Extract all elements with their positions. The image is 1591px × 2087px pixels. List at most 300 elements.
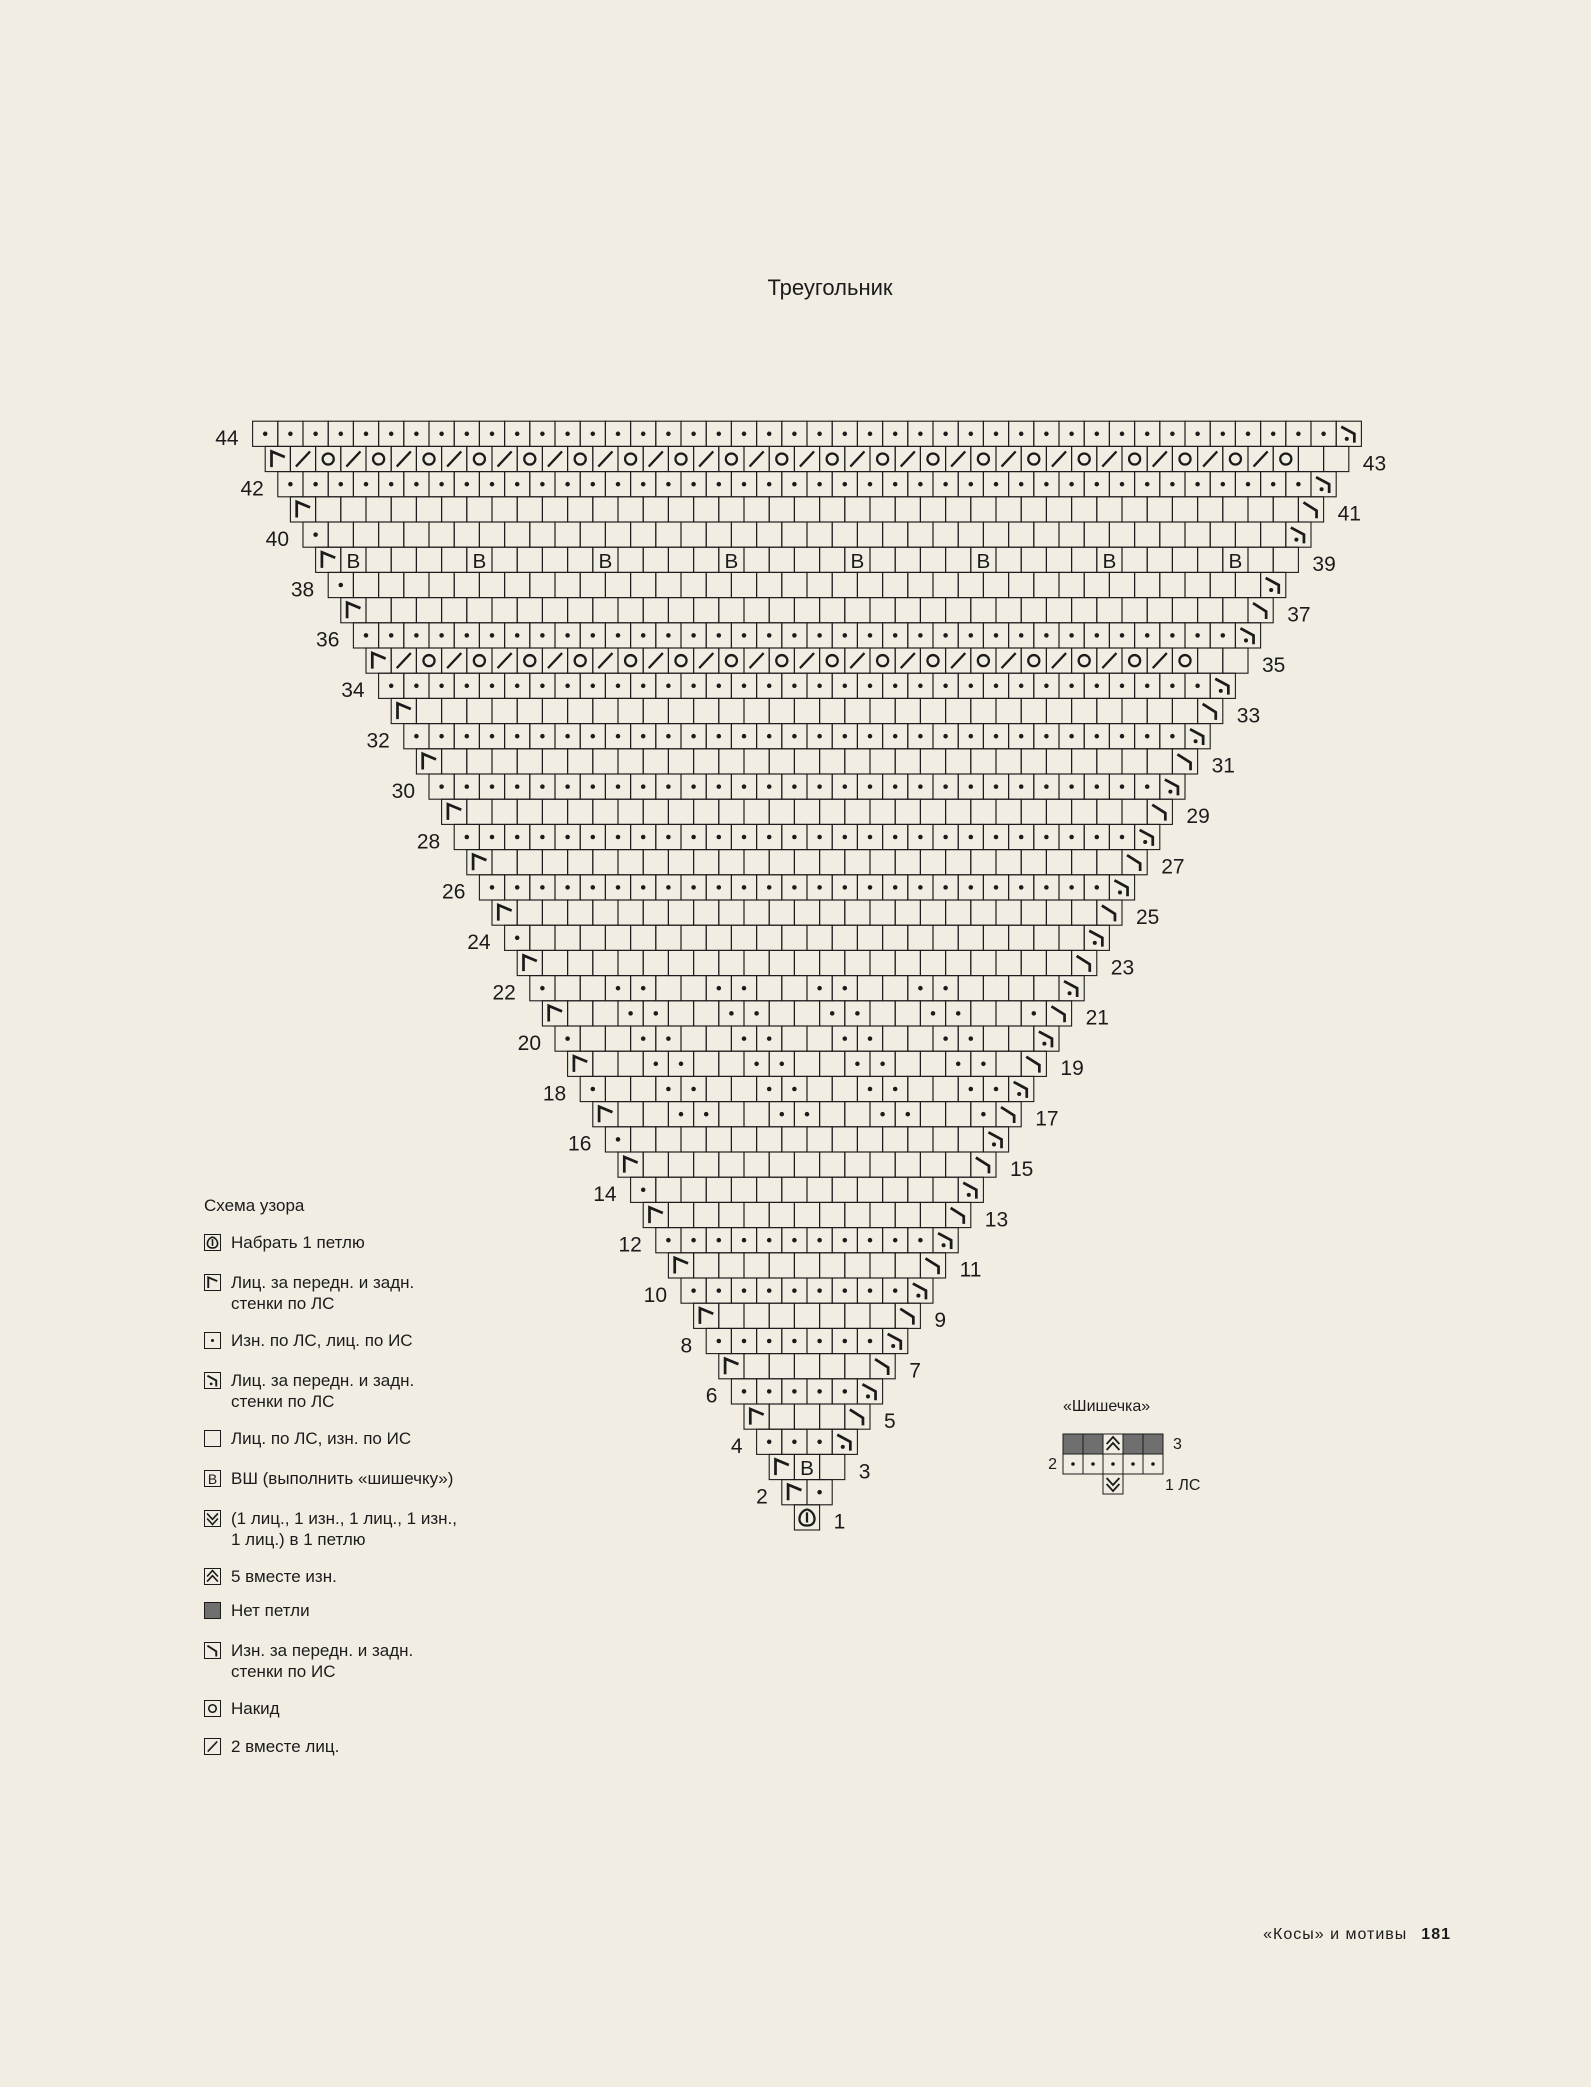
chart-cell <box>517 749 542 774</box>
row-number: 40 <box>265 527 289 551</box>
chart-cell <box>908 1076 933 1101</box>
chart-cell <box>731 824 756 849</box>
chart-cell <box>832 1127 857 1152</box>
chart-row <box>643 1202 971 1227</box>
chart-cell <box>618 648 643 673</box>
chart-cell <box>832 1379 857 1404</box>
chart-cell <box>1059 472 1084 497</box>
legend-item-text: Нет петли <box>231 1601 310 1620</box>
chart-cell <box>769 900 794 925</box>
chart-cell <box>958 1076 983 1101</box>
chart-cell <box>807 1177 832 1202</box>
chart-cell <box>983 1127 1008 1152</box>
chart-cell <box>1261 421 1286 446</box>
chart-cell <box>1009 572 1034 597</box>
chart-cell <box>1059 623 1084 648</box>
chart-cell <box>731 623 756 648</box>
chart-cell <box>656 925 681 950</box>
chart-cell <box>971 598 996 623</box>
chart-cell <box>568 749 593 774</box>
chart-cell <box>706 1278 731 1303</box>
chart-cell <box>794 749 819 774</box>
chart-cell <box>492 497 517 522</box>
chart-cell <box>1021 799 1046 824</box>
chart-cell <box>920 1152 945 1177</box>
chart-cell <box>731 774 756 799</box>
chart-cell <box>1072 547 1097 572</box>
chart-cell <box>1185 673 1210 698</box>
bobble-cell <box>1103 1434 1123 1454</box>
chart-cell <box>416 648 441 673</box>
chart-cell <box>731 1026 756 1051</box>
chart-cell <box>820 1102 845 1127</box>
chart-cell <box>1084 925 1109 950</box>
chart-cell <box>782 572 807 597</box>
chart-cell <box>1009 673 1034 698</box>
chart-cell <box>631 724 656 749</box>
chart-cell <box>845 900 870 925</box>
svg-text:B: B <box>472 549 487 573</box>
chart-cell <box>946 749 971 774</box>
chart-cell <box>769 446 794 471</box>
chart-cell <box>1097 900 1122 925</box>
chart-cell <box>1021 598 1046 623</box>
chart-cell <box>933 976 958 1001</box>
chart-cell <box>757 472 782 497</box>
legend-item-text: Лиц. за передн. и задн. стенки по ЛС <box>231 1371 415 1411</box>
chart-cell <box>681 1177 706 1202</box>
chart-cell <box>706 1076 731 1101</box>
chart-cell <box>681 774 706 799</box>
legend-item-text: 5 вместе изн. <box>231 1567 337 1586</box>
chart-cell <box>946 497 971 522</box>
chart-cell <box>1059 824 1084 849</box>
chart-cell <box>971 446 996 471</box>
chart-cell <box>958 421 983 446</box>
chart-cell <box>832 774 857 799</box>
chart-cell <box>1185 623 1210 648</box>
chart-cell <box>769 1354 794 1379</box>
row-number: 32 <box>366 729 390 753</box>
chart-cell <box>983 774 1008 799</box>
chart-cell <box>618 900 643 925</box>
chart-cell <box>605 925 630 950</box>
chart-cell <box>908 673 933 698</box>
chart-cell <box>933 1177 958 1202</box>
chart-cell <box>568 1051 593 1076</box>
row-number: 12 <box>618 1233 642 1257</box>
chart-cell <box>883 623 908 648</box>
chart-cell <box>618 1001 643 1026</box>
chart-cell <box>807 1328 832 1353</box>
chart-cell <box>845 799 870 824</box>
chart-cell <box>555 673 580 698</box>
chart-cell <box>731 1278 756 1303</box>
chart-cell <box>278 472 303 497</box>
chart-cell <box>895 749 920 774</box>
chart-cell <box>794 799 819 824</box>
chart-cell <box>857 623 882 648</box>
chart-cell <box>883 925 908 950</box>
chart-cell <box>605 522 630 547</box>
page-footer <box>1263 1926 1451 1944</box>
chart-cell <box>832 925 857 950</box>
chart-cell <box>983 824 1008 849</box>
chart-cell <box>1273 547 1298 572</box>
chart-cell <box>542 547 567 572</box>
chart-cell <box>1235 472 1260 497</box>
chart-cell <box>467 799 492 824</box>
chart-cell <box>643 648 668 673</box>
chart-cell <box>1185 572 1210 597</box>
chart-cell <box>719 1202 744 1227</box>
chart-cell <box>505 774 530 799</box>
chart-cell <box>643 850 668 875</box>
chart-cell <box>1122 749 1147 774</box>
chart-row <box>454 824 1160 849</box>
chart-cell <box>920 446 945 471</box>
chart-cell <box>429 673 454 698</box>
knit-icon <box>204 1430 221 1447</box>
svg-text:B: B <box>724 549 739 573</box>
chart-cell <box>605 1127 630 1152</box>
chart-cell <box>731 1328 756 1353</box>
row-number: 21 <box>1085 1006 1109 1030</box>
chart-cell <box>731 572 756 597</box>
chart-cell <box>568 598 593 623</box>
chart-cell <box>958 875 983 900</box>
chart-cell <box>605 774 630 799</box>
chart-row <box>353 623 1260 648</box>
chart-cell <box>656 724 681 749</box>
chart-cell <box>769 1253 794 1278</box>
chart-cell <box>1072 900 1097 925</box>
chart-cell <box>1009 1076 1034 1101</box>
chart-cell <box>1046 547 1071 572</box>
chart-cell <box>1172 497 1197 522</box>
chart-cell <box>731 1076 756 1101</box>
chart-cell <box>1109 572 1134 597</box>
chart-cell <box>316 497 341 522</box>
chart-cell <box>1046 598 1071 623</box>
chart-cell <box>593 1001 618 1026</box>
chart-cell <box>920 850 945 875</box>
chart-cell <box>429 522 454 547</box>
chart-cell <box>1009 875 1034 900</box>
chart-cell <box>542 850 567 875</box>
chart-cell <box>568 698 593 723</box>
chart-cell <box>870 648 895 673</box>
chart-cell <box>757 875 782 900</box>
chart-cell <box>1172 547 1197 572</box>
chart-cell <box>1009 774 1034 799</box>
chart-cell <box>971 1051 996 1076</box>
chart-cell <box>845 1102 870 1127</box>
chart-cell <box>820 950 845 975</box>
chart-cell <box>920 1202 945 1227</box>
row-number: 38 <box>290 578 315 602</box>
chart-cell <box>769 1051 794 1076</box>
chart-cell <box>870 1102 895 1127</box>
chart-cell <box>883 1026 908 1051</box>
chart-cell <box>832 472 857 497</box>
chart-cell <box>1122 497 1147 522</box>
chart-cell <box>1223 446 1248 471</box>
chart-cell <box>1172 598 1197 623</box>
chart-cell <box>857 976 882 1001</box>
chart-cell <box>517 648 542 673</box>
chart-cell <box>1084 572 1109 597</box>
chart-cell <box>857 1228 882 1253</box>
chart-row <box>605 1127 1008 1152</box>
chart-cell <box>757 774 782 799</box>
chart-cell <box>706 522 731 547</box>
no-stitch-icon <box>204 1602 221 1619</box>
chart-cell <box>807 925 832 950</box>
chart-cell <box>782 1076 807 1101</box>
chart-cell <box>719 698 744 723</box>
chart-cell <box>618 547 643 572</box>
chart-cell <box>618 1102 643 1127</box>
chart-cell <box>820 1354 845 1379</box>
chart-cell <box>757 1228 782 1253</box>
chart-cell <box>618 749 643 774</box>
chart-cell <box>1147 497 1172 522</box>
row-number: 3 <box>858 1460 871 1484</box>
chart-cell <box>1097 497 1122 522</box>
chart-cell <box>794 497 819 522</box>
chart-cell <box>1147 446 1172 471</box>
chart-cell <box>857 1328 882 1353</box>
chart-cell <box>1198 446 1223 471</box>
chart-cell <box>1122 547 1147 572</box>
chart-title: Треугольник <box>767 275 893 300</box>
chart-cell <box>631 522 656 547</box>
chart-cell <box>895 900 920 925</box>
chart-cell <box>316 446 341 471</box>
chart-cell <box>958 472 983 497</box>
chart-cell <box>631 472 656 497</box>
chart-cell <box>643 749 668 774</box>
chart-cell <box>379 623 404 648</box>
chart-cell <box>719 497 744 522</box>
chart-cell <box>605 623 630 648</box>
chart-cell <box>505 925 530 950</box>
chart-cell <box>946 850 971 875</box>
chart-cell <box>290 446 315 471</box>
chart-cell <box>568 1001 593 1026</box>
chart-cell <box>1135 774 1160 799</box>
chart-cell <box>542 900 567 925</box>
chart-cell <box>794 1152 819 1177</box>
chart-cell <box>366 497 391 522</box>
chart-cell <box>744 1202 769 1227</box>
chart-cell <box>1046 1001 1071 1026</box>
chart-cell <box>820 446 845 471</box>
chart-cell <box>782 1328 807 1353</box>
chart-cell <box>668 698 693 723</box>
chart-row <box>706 1328 908 1353</box>
chart-cell <box>958 623 983 648</box>
row-number: 27 <box>1161 855 1185 879</box>
chart-row <box>467 850 1147 875</box>
chart-cell <box>1248 446 1273 471</box>
bobble-row-label: 3 <box>1173 1436 1182 1453</box>
chart-cell <box>895 446 920 471</box>
chart-cell <box>681 1228 706 1253</box>
chart-cell <box>656 976 681 1001</box>
legend-item-text: Изн. за передн. и задн. стенки по ИС <box>231 1641 414 1681</box>
chart-cell <box>643 1001 668 1026</box>
chart-cell <box>492 749 517 774</box>
chart-cell <box>404 572 429 597</box>
chart-cell <box>253 421 278 446</box>
chart-cell <box>668 446 693 471</box>
chart-row <box>303 522 1311 547</box>
chart-cell <box>845 749 870 774</box>
chart-cell <box>782 1278 807 1303</box>
chart-cell <box>542 799 567 824</box>
chart-cell <box>920 1102 945 1127</box>
chart-cell <box>593 900 618 925</box>
chart-cell <box>631 1076 656 1101</box>
chart-cell <box>505 472 530 497</box>
chart-cell <box>1235 421 1260 446</box>
chart-cell <box>379 572 404 597</box>
chart-cell <box>933 472 958 497</box>
chart-cell <box>517 598 542 623</box>
chart-cell <box>958 724 983 749</box>
chart-cell <box>794 1102 819 1127</box>
chart-cell <box>1172 446 1197 471</box>
chart-cell <box>870 1354 895 1379</box>
chart-cell <box>794 1404 819 1429</box>
chart-cell <box>555 774 580 799</box>
chart-cell <box>1210 623 1235 648</box>
chart-cell <box>769 1202 794 1227</box>
bobble-row-label: 2 <box>1048 1456 1057 1473</box>
row-number: 33 <box>1236 704 1261 728</box>
chart-cell <box>1034 623 1059 648</box>
bobble-cell <box>1063 1434 1083 1454</box>
chart-cell <box>794 446 819 471</box>
chart-cell <box>1034 976 1059 1001</box>
chart-cell <box>794 1001 819 1026</box>
chart-cell <box>593 547 618 573</box>
chart-cell <box>946 1102 971 1127</box>
chart-cell <box>694 1001 719 1026</box>
chart-cell <box>794 1303 819 1328</box>
chart-cell <box>920 749 945 774</box>
chart-cell <box>946 799 971 824</box>
chart-cell <box>719 1253 744 1278</box>
chart-cell <box>807 1480 832 1505</box>
chart-cell <box>668 1001 693 1026</box>
row-number: 44 <box>215 427 239 451</box>
chart-cell <box>883 1328 908 1353</box>
chart-cell <box>631 572 656 597</box>
chart-cell <box>1248 598 1273 623</box>
chart-cell <box>694 547 719 572</box>
chart-cell <box>1046 698 1071 723</box>
chart-cell <box>467 749 492 774</box>
chart-cell <box>782 925 807 950</box>
chart-cell <box>643 698 668 723</box>
chart-cell <box>341 497 366 522</box>
chart-cell <box>517 900 542 925</box>
chart-cell <box>580 421 605 446</box>
chart-cell <box>857 925 882 950</box>
chart-cell <box>857 1076 882 1101</box>
chart-cell <box>505 673 530 698</box>
chart-cell <box>996 850 1021 875</box>
chart-row <box>253 421 1362 446</box>
chart-cell <box>731 1379 756 1404</box>
chart-cell <box>1021 1051 1046 1076</box>
chart-cell <box>731 472 756 497</box>
chart-cell <box>366 648 391 673</box>
kfb-icon <box>204 1274 221 1291</box>
chart-cell <box>794 1505 819 1530</box>
chart-cell <box>517 850 542 875</box>
chart-cell <box>1160 522 1185 547</box>
row-number: 35 <box>1262 653 1286 677</box>
chart-row <box>769 1454 845 1480</box>
chart-cell <box>857 1379 882 1404</box>
chart-cell <box>694 497 719 522</box>
chart-cell <box>1122 799 1147 824</box>
chart-cell <box>883 1127 908 1152</box>
chart-cell <box>668 850 693 875</box>
chart-cell <box>404 421 429 446</box>
legend-item <box>204 1700 461 1719</box>
chart-cell <box>391 547 416 572</box>
chart-cell <box>429 472 454 497</box>
chart-cell <box>681 673 706 698</box>
chart-cell <box>807 976 832 1001</box>
chart-cell <box>845 1202 870 1227</box>
chart-cell <box>769 1404 794 1429</box>
chart-cell <box>353 522 378 547</box>
row-number: 36 <box>316 628 340 652</box>
chart-cell <box>719 749 744 774</box>
chart-cell <box>832 1228 857 1253</box>
chart-cell <box>895 1202 920 1227</box>
chart-cell <box>794 1051 819 1076</box>
chart-cell <box>744 1253 769 1278</box>
chart-cell <box>1135 724 1160 749</box>
chart-cell <box>908 1278 933 1303</box>
chart-cell <box>757 572 782 597</box>
chart-cell <box>1198 598 1223 623</box>
chart-row <box>631 1177 984 1202</box>
chart-cell <box>568 950 593 975</box>
chart-cell <box>883 472 908 497</box>
chart-cell <box>341 547 366 573</box>
legend-item-text: Накид <box>231 1699 280 1718</box>
chart-cell <box>656 1228 681 1253</box>
chart-cell <box>542 950 567 975</box>
row-number: 28 <box>416 830 441 854</box>
chart-cell <box>832 1026 857 1051</box>
chart-cell <box>946 1152 971 1177</box>
chart-cell <box>479 421 504 446</box>
chart-cell <box>694 1152 719 1177</box>
chart-cell <box>517 446 542 471</box>
chart-cell <box>668 1152 693 1177</box>
chart-cell <box>442 749 467 774</box>
chart-cell <box>920 799 945 824</box>
